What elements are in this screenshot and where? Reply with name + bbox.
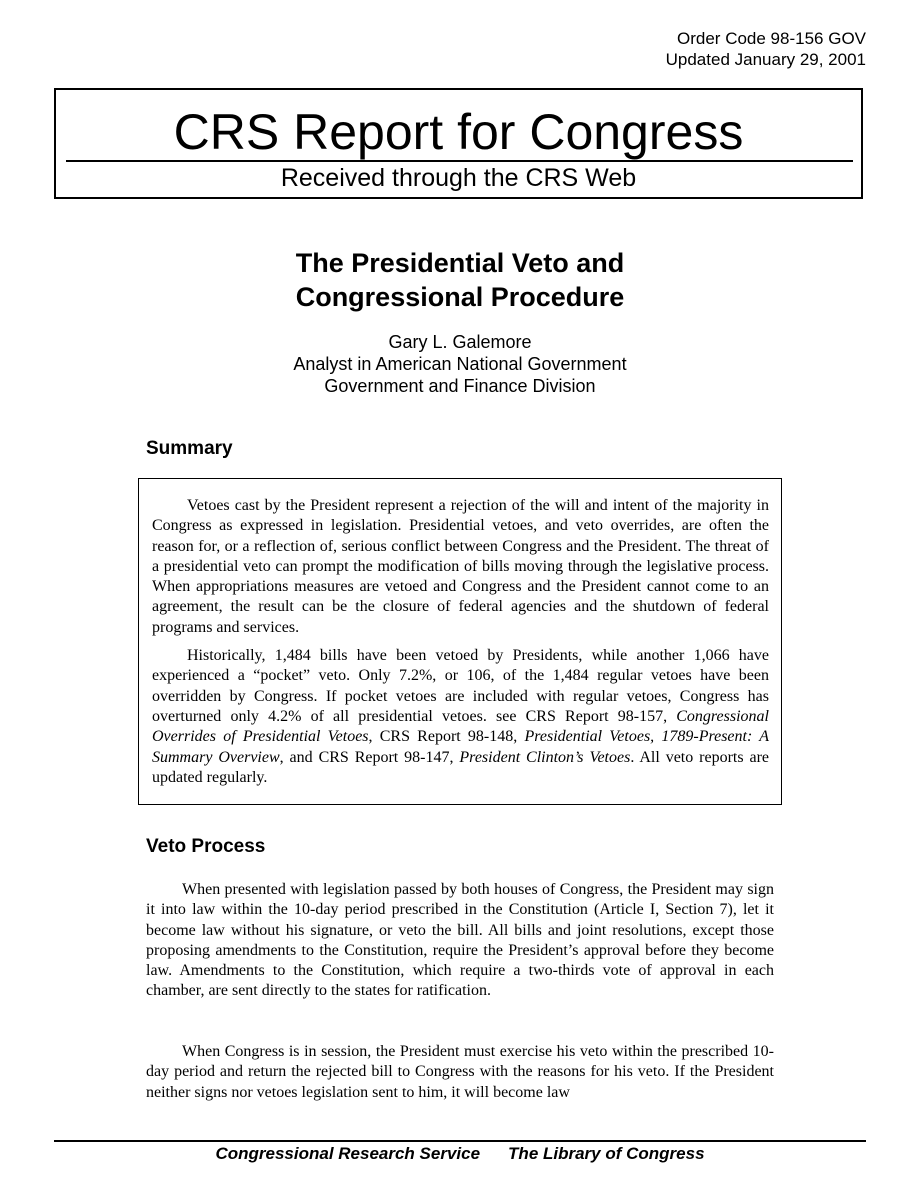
summary-heading: Summary xyxy=(146,438,233,459)
summary-p2-text-c: , and CRS Report 98-147, xyxy=(279,748,460,766)
footer xyxy=(0,1143,920,1165)
report-title-overrides: Congressional Overrides of Presidential Vetoes xyxy=(152,707,769,746)
summary-paragraph-1: Vetoes cast by the President represent a rejection of the will and intent of the majority in Congress as expressed in legislation. Presidential vetoes, and veto overrides, are often the reason for, or a reflection of, serious conflict between Congress and the President. The threat of a presidential veto can prompt the modification of bills moving through the legislative process. When appropriations measures are vetoed and Congress and the President cannot come to an agreement, the result can be the closure of federal agencies and the shutdown of federal programs and services. xyxy=(152,497,769,636)
report-title-summary-overview: Presidential Vetoes, 1789-Present: A Summary Overview xyxy=(152,728,769,766)
footer-rule xyxy=(54,1140,866,1142)
footer-crs: Congressional Research Service xyxy=(215,1144,481,1163)
summary-p2-text-b: , CRS Report 98-148, xyxy=(368,728,525,746)
summary-p2-text-d: . All veto reports are updated regularly. xyxy=(152,748,770,786)
banner-subtitle: Received through the CRS Web xyxy=(280,164,637,192)
veto-process-heading: Veto Process xyxy=(146,836,266,857)
title-line-2: Congressional Procedure xyxy=(295,282,625,312)
banner-title: CRS Report for Congress xyxy=(173,104,744,160)
veto-process-paragraph-1: When presented with legislation passed by both houses of Congress, the President may sign it into law within the 10-day period prescribed in the Constitution (Article I, Section 7), let it become law without his signature, or veto the bill. All bills and joint resolutions, except those proposing amendments to the Constitution, require the President’s approval before they become law. Amendments to the Constitution, which require a two-thirds vote of approval in each chamber, are sent directly to the states for ratification. xyxy=(146,881,774,1000)
author-position: Analyst in American National Government xyxy=(293,354,627,374)
order-info xyxy=(666,28,866,70)
document-title xyxy=(0,246,920,314)
title-line-1: The Presidential Veto and xyxy=(295,248,625,278)
footer-loc: The Library of Congress xyxy=(508,1144,705,1163)
veto-process-paragraph-1-block xyxy=(146,880,774,1002)
crs-banner xyxy=(54,88,863,199)
veto-process-paragraph-2: When Congress is in session, the President must exercise his veto within the prescribed 10-day period and return the rejected bill to Congress with the reasons for his veto. If the President neither signs nor vetoes legislation sent to him, it will become law xyxy=(146,1043,774,1101)
report-title-clinton-vetoes: President Clinton’s Vetoes xyxy=(459,748,631,766)
order-code: Order Code 98-156 GOV xyxy=(677,29,866,48)
author-block xyxy=(0,331,920,397)
updated-date: Updated January 29, 2001 xyxy=(665,50,866,69)
summary-paragraph-2 xyxy=(152,646,769,788)
author-division: Government and Finance Division xyxy=(324,376,596,396)
banner-rule xyxy=(66,160,853,162)
summary-p2-text-a: Historically, 1,484 bills have been vetoed by Presidents, while another 1,066 have experienced a “pocket” veto. Only 7.2%, or 106, of the 1,484 regular vetoes have been overridden by Congress. If pocket vetoes are included with regular vetoes, Congress has overturned only 4.2% of all presidential vetoes. see CRS Report 98-157, xyxy=(152,647,769,725)
veto-process-paragraph-2-block xyxy=(146,1042,774,1103)
summary-box xyxy=(138,478,782,805)
author-name: Gary L. Galemore xyxy=(388,332,532,352)
